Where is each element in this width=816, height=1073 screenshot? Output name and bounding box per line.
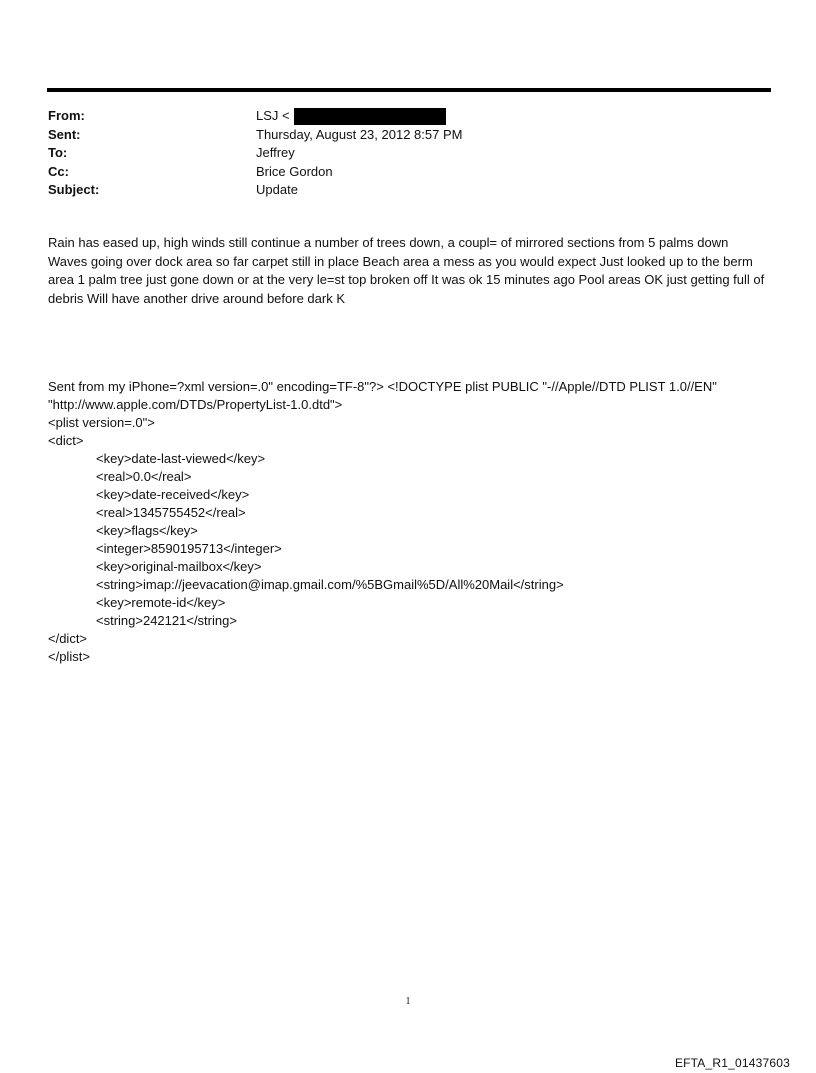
from-row [48, 107, 462, 126]
signature-line: Sent from my iPhone=?xml version=.0" encoding=TF-8"?> <!DOCTYPE plist PUBLIC "-//Apple//DTD PLIST 1.0//EN" [48, 379, 717, 394]
to-value: Jeffrey [256, 145, 295, 160]
from-label: From: [48, 108, 85, 123]
email-header [48, 107, 462, 200]
signature-plist [48, 378, 788, 666]
signature-line: <key>date-received</key> [96, 487, 250, 502]
redaction-box [294, 108, 446, 125]
subject-label: Subject: [48, 182, 100, 197]
to-row [48, 144, 462, 163]
signature-line: <key>original-mailbox</key> [96, 559, 262, 574]
signature-line: <key>flags</key> [96, 523, 198, 538]
cc-row [48, 163, 462, 182]
signature-line: <string>242121</string> [96, 613, 237, 628]
cc-label: Cc: [48, 163, 69, 179]
signature-line: </dict> [48, 631, 88, 646]
cc-value: Brice Gordon [256, 163, 333, 179]
signature-line: <real>1345755452</real> [96, 505, 246, 520]
signature-line: "http://www.apple.com/DTDs/PropertyList-1.0.dtd"> [48, 397, 343, 412]
signature-line: <integer>8590195713</integer> [96, 541, 282, 556]
to-label: To: [48, 145, 68, 160]
signature-line: <plist version=.0"> [48, 415, 155, 430]
sent-value: Thursday, August 23, 2012 8:57 PM [256, 126, 463, 142]
signature-line: <key>date-last-viewed</key> [96, 451, 266, 466]
bates-number: EFTA_R1_01437603 [674, 1056, 790, 1070]
sent-row [48, 126, 462, 145]
header-divider [47, 88, 771, 92]
sent-label: Sent: [48, 126, 81, 142]
subject-value: Update [256, 182, 298, 197]
signature-line: <real>0.0</real> [96, 469, 192, 484]
email-body: Rain has eased up, high winds still continue a number of trees down, a coupl= of mirrored sections from 5 palms down Waves going over dock area so far carpet still in place Beach area a mess as you would expect Just looked up to the berm area 1 palm tree just gone down or at the very le=st top broken off It was ok 15 minutes ago Pool areas OK just getting full of debris Will have another drive around before dark K [48, 235, 765, 306]
signature-line: <string>imap://jeevacation@imap.gmail.com/%5BGmail%5D/All%20Mail</string> [96, 577, 564, 592]
subject-row [48, 181, 462, 200]
signature-line: <dict> [48, 433, 84, 448]
page-number: 1 [405, 996, 411, 1007]
signature-line: <key>remote-id</key> [96, 595, 226, 610]
from-value: LSJ < [256, 108, 290, 123]
signature-line: </plist> [48, 649, 90, 664]
